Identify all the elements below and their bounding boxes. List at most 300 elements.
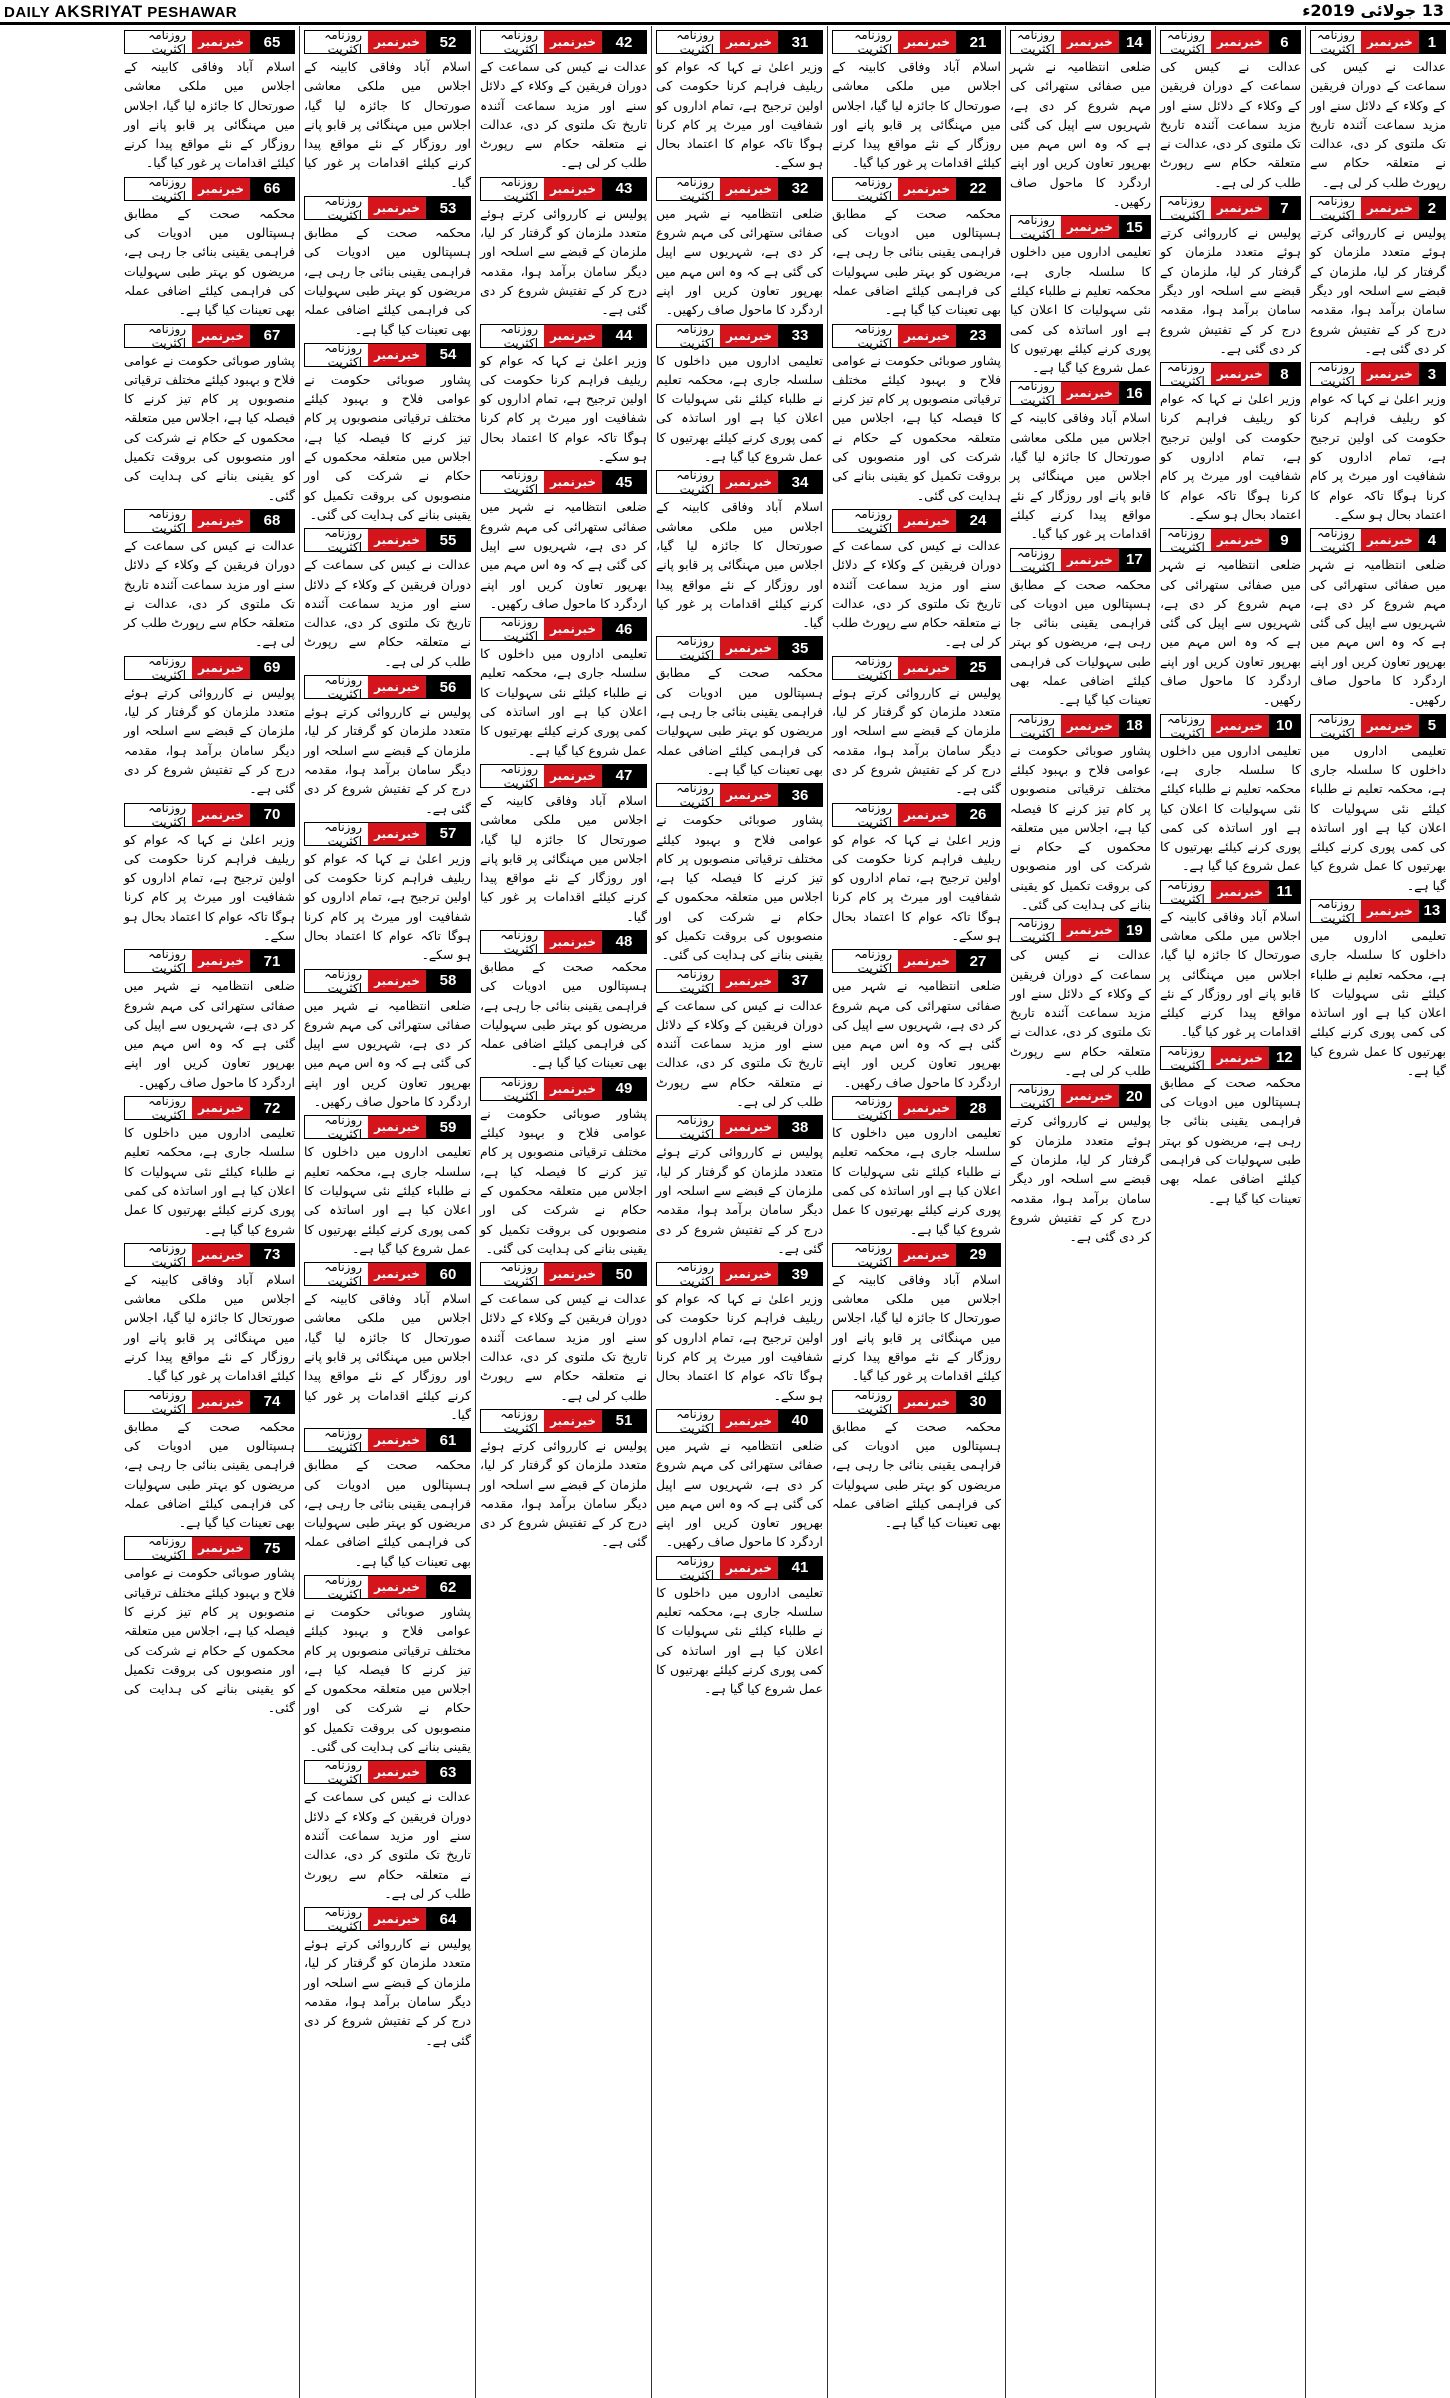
news-source-label: روزنامہ اکثریت — [1311, 900, 1361, 922]
news-number: 53 — [426, 197, 470, 219]
news-badge: خبرنمبر — [368, 823, 426, 845]
news-source-label: روزنامہ اکثریت — [1011, 919, 1061, 941]
news-source-label: روزنامہ اکثریت — [1011, 31, 1061, 53]
news-badge: خبرنمبر — [192, 1244, 250, 1266]
news-item — [1160, 528, 1301, 709]
news-item — [304, 196, 471, 339]
news-item — [480, 30, 647, 173]
news-body: پشاور صوبائی حکومت نے عوامی فلاح و بہبود کیلئے مختلف ترقیاتی منصوبوں پر کام تیز کرنے کا فیصلہ کیا ہے، اجلاس میں متعلقہ محکموں کے حکام نے شرکت کی اور منصوبوں کی بروقت تکمیل کو یقینی بنانے کی ہدایت کی گئی۔ — [304, 371, 471, 522]
news-item — [124, 506, 295, 652]
news-badge: خبرنمبر — [898, 804, 956, 826]
news-item — [1160, 362, 1301, 524]
news-number: 16 — [1119, 382, 1150, 404]
news-body: محکمہ صحت کے مطابق ہسپتالوں میں ادویات کی فراہمی یقینی بنائی جا رہی ہے، مریضوں کو بہتر طبی سہولیات کی فراہمی کیلئے اضافی عملہ بھی تعینات کیا گیا ہے۔ — [1010, 576, 1151, 708]
news-item-header — [480, 615, 647, 644]
news-item — [656, 1115, 823, 1258]
news-source-label: روزنامہ اکثریت — [657, 784, 720, 806]
news-item — [656, 1553, 823, 1699]
news-body: تعلیمی اداروں میں داخلوں کا سلسلہ جاری ہے، محکمہ تعلیم نے طلباء کیلئے نئی سہولیات کا اعلان کیا ہے اور اساتذہ کی کمی پوری کرنے کیلئے بھرتیوں کا عمل شروع کیا گیا ہے۔ — [656, 352, 823, 465]
news-number: 6 — [1269, 31, 1300, 53]
news-item — [1010, 711, 1151, 915]
news-item-header — [832, 174, 1001, 203]
news-badge: خبرنمبر — [368, 1761, 426, 1783]
news-number: 62 — [426, 1576, 470, 1598]
news-number: 69 — [250, 657, 294, 679]
news-number: 22 — [956, 178, 1000, 200]
news-body: عدالت نے کیس کی سماعت کے دوران فریقین کے وکلاء کے دلائل سنے اور مزید سماعت آئندہ تاریخ تک ملتوی کر دی، عدالت نے متعلقہ حکام سے رپورٹ طلب کر لی ہے۔ — [1010, 947, 1151, 1079]
news-badge: خبرنمبر — [544, 1410, 602, 1432]
news-item — [656, 636, 823, 779]
news-item — [480, 927, 647, 1073]
news-item — [832, 653, 1001, 799]
newspaper-name — [4, 2, 237, 22]
news-item-header — [832, 653, 1001, 682]
news-column — [475, 26, 651, 2398]
news-source-label: روزنامہ اکثریت — [1011, 1085, 1061, 1107]
news-source-label: روزنامہ اکثریت — [125, 804, 192, 826]
news-item — [656, 783, 823, 964]
news-source-label: روزنامہ اکثریت — [833, 804, 898, 826]
news-number: 73 — [250, 1244, 294, 1266]
news-badge: خبرنمبر — [368, 1576, 426, 1598]
news-number: 59 — [426, 1116, 470, 1138]
news-body: عدالت نے کیس کی سماعت کے دوران فریقین کے وکلاء کے دلائل سنے اور مزید سماعت آئندہ تاریخ تک ملتوی کر دی، عدالت نے متعلقہ حکام سے رپورٹ طلب کر لی ہے۔ — [656, 997, 823, 1110]
news-badge: خبرنمبر — [192, 804, 250, 826]
news-item — [124, 321, 295, 505]
news-number: 5 — [1419, 715, 1445, 737]
news-badge: خبرنمبر — [1361, 715, 1419, 737]
news-number: 41 — [778, 1557, 822, 1579]
news-item — [304, 1575, 471, 1756]
news-item-header — [656, 781, 823, 810]
news-badge: خبرنمبر — [720, 1263, 778, 1285]
news-item-header — [1010, 711, 1151, 740]
news-badge: خبرنمبر — [192, 1537, 250, 1559]
news-badge: خبرنمبر — [368, 31, 426, 53]
news-badge: خبرنمبر — [1061, 1085, 1119, 1107]
news-source-label: روزنامہ اکثریت — [481, 765, 544, 787]
news-source-label: روزنامہ اکثریت — [305, 529, 368, 551]
news-source-label: روزنامہ اکثریت — [1311, 363, 1361, 385]
news-source-label: روزنامہ اکثریت — [305, 344, 368, 366]
news-item — [656, 30, 823, 173]
news-badge: خبرنمبر — [368, 1263, 426, 1285]
news-number: 36 — [778, 784, 822, 806]
news-item — [656, 1262, 823, 1405]
news-number: 68 — [250, 510, 294, 532]
news-number: 51 — [602, 1410, 646, 1432]
news-number: 54 — [426, 344, 470, 366]
news-source-label: روزنامہ اکثریت — [657, 471, 720, 493]
news-item — [1010, 215, 1151, 377]
news-body: محکمہ صحت کے مطابق ہسپتالوں میں ادویات کی فراہمی یقینی بنائی جا رہی ہے، مریضوں کو بہتر طبی سہولیات کی فراہمی کیلئے اضافی عملہ بھی تعینات کیا گیا ہے۔ — [1160, 1074, 1301, 1206]
news-item — [480, 1406, 647, 1552]
news-item — [124, 1240, 295, 1386]
news-source-label: روزنامہ اکثریت — [833, 1391, 898, 1413]
news-body: عدالت نے کیس کی سماعت کے دوران فریقین کے وکلاء کے دلائل سنے اور مزید سماعت آئندہ تاریخ تک ملتوی کر دی، عدالت نے متعلقہ حکام سے رپورٹ طلب کر لی ہے۔ — [304, 1789, 471, 1901]
news-number: 18 — [1119, 715, 1150, 737]
news-body: تعلیمی اداروں میں داخلوں کا سلسلہ جاری ہے، محکمہ تعلیم نے طلباء کیلئے نئی سہولیات کا اعلان کیا ہے اور اساتذہ کی کمی پوری کرنے کیلئے بھرتیوں کا عمل شروع کیا گیا ہے۔ — [304, 1144, 471, 1256]
news-item-header — [124, 506, 295, 535]
news-source-label: روزنامہ اکثریت — [1161, 529, 1211, 551]
news-item — [304, 819, 471, 965]
news-item — [1310, 896, 1446, 1080]
news-badge: خبرنمبر — [1361, 900, 1419, 922]
news-body: پولیس نے کارروائی کرتے ہوئے متعدد ملزمان کو گرفتار کر لیا، ملزمان کے قبضے سے اسلحہ اور دیگر سامان برآمد ہوا، مقدمہ درج کر کے تفتیش شروع کر دی گئی ہے۔ — [1160, 225, 1301, 356]
news-item-header — [1010, 379, 1151, 408]
news-badge: خبرنمبر — [544, 31, 602, 53]
news-source-label: روزنامہ اکثریت — [1161, 197, 1211, 219]
news-body: وزیر اعلیٰ نے کہا کہ عوام کو ریلیف فراہم کرنا حکومت کی اولین ترجیح ہے، تمام اداروں کو شفافیت اور میرٹ پر کام کرنا ہوگا تاکہ عوام کا اعتماد بحال ہو سکے۔ — [1310, 391, 1446, 522]
news-source-label: روزنامہ اکثریت — [1011, 549, 1061, 571]
news-number: 72 — [250, 1097, 294, 1119]
news-body: وزیر اعلیٰ نے کہا کہ عوام کو ریلیف فراہم کرنا حکومت کی اولین ترجیح ہے، تمام اداروں کو شفافیت اور میرٹ پر کام کرنا ہوگا تاکہ عوام کا اعتماد بحال ہو سکے۔ — [1160, 391, 1301, 522]
news-badge: خبرنمبر — [898, 178, 956, 200]
news-item — [656, 1406, 823, 1552]
news-number: 3 — [1419, 363, 1445, 385]
news-item-header — [832, 1240, 1001, 1269]
news-badge: خبرنمبر — [720, 178, 778, 200]
news-item-header — [1160, 360, 1301, 389]
news-badge: خبرنمبر — [720, 31, 778, 53]
news-source-label: روزنامہ اکثریت — [125, 1244, 192, 1266]
news-item-header — [480, 761, 647, 790]
news-source-label: روزنامہ اکثریت — [833, 1097, 898, 1119]
news-body: تعلیمی اداروں میں داخلوں کا سلسلہ جاری ہے، محکمہ تعلیم نے طلباء کیلئے نئی سہولیات کا اعلان کیا ہے اور اساتذہ کی کمی پوری کرنے کیلئے بھرتیوں کا عمل شروع کیا گیا ہے۔ — [480, 646, 647, 758]
news-badge: خبرنمبر — [720, 325, 778, 347]
news-body: اسلام آباد وفاقی کابینہ کے اجلاس میں ملکی معاشی صورتحال کا جائزہ لیا گیا، اجلاس میں مہنگائی پر قابو پانے اور روزگار کے نئے مواقع پیدا کرنے کیلئے اقدامات پر غور کیا گیا۔ — [1010, 410, 1151, 542]
news-item — [1010, 381, 1151, 543]
news-number: 17 — [1119, 549, 1150, 571]
news-badge: خبرنمبر — [898, 657, 956, 679]
news-number: 44 — [602, 325, 646, 347]
news-body: ضلعی انتظامیہ نے شہر میں صفائی ستھرائی کی مہم شروع کر دی ہے، شہریوں سے اپیل کی گئی ہے کہ وہ اس مہم میں بھرپور تعاون کریں اور اپنے اردگرد کا ماحول صاف رکھیں۔ — [480, 499, 647, 611]
news-number: 10 — [1269, 715, 1300, 737]
news-badge: خبرنمبر — [192, 325, 250, 347]
news-item-header — [124, 1240, 295, 1269]
news-body: تعلیمی اداروں میں داخلوں کا سلسلہ جاری ہے، محکمہ تعلیم نے طلباء کیلئے نئی سہولیات کا اعلان کیا ہے اور اساتذہ کی کمی پوری کرنے کیلئے بھرتیوں کا عمل شروع کیا گیا ہے۔ — [1310, 742, 1446, 893]
news-item — [1310, 528, 1446, 709]
news-item-header — [124, 30, 295, 54]
news-badge: خبرنمبر — [368, 529, 426, 551]
news-item-header — [480, 1074, 647, 1103]
news-number: 40 — [778, 1410, 822, 1432]
news-item-header — [304, 1758, 471, 1787]
news-item — [304, 1262, 471, 1424]
news-badge: خبرنمبر — [192, 178, 250, 200]
news-number: 4 — [1419, 529, 1445, 551]
news-source-label: روزنامہ اکثریت — [833, 950, 898, 972]
news-source-label: روزنامہ اکثریت — [481, 931, 544, 953]
news-source-label: روزنامہ اکثریت — [657, 325, 720, 347]
news-item-header — [656, 321, 823, 350]
news-body: وزیر اعلیٰ نے کہا کہ عوام کو ریلیف فراہم کرنا حکومت کی اولین ترجیح ہے، تمام اداروں کو شفافیت اور میرٹ پر کام کرنا ہوگا تاکہ عوام کا اعتماد بحال ہو سکے۔ — [832, 831, 1001, 943]
news-item — [304, 966, 471, 1112]
news-item-header — [1310, 360, 1446, 389]
news-body: محکمہ صحت کے مطابق ہسپتالوں میں ادویات کی فراہمی یقینی بنائی جا رہی ہے، مریضوں کو بہتر طبی سہولیات کی فراہمی کیلئے اضافی عملہ بھی تعینات کیا گیا ہے۔ — [480, 958, 647, 1071]
news-source-label: روزنامہ اکثریت — [657, 637, 720, 659]
news-source-label: روزنامہ اکثریت — [305, 31, 368, 53]
news-source-label: روزنامہ اکثریت — [833, 657, 898, 679]
news-source-label: روزنامہ اکثریت — [481, 471, 544, 493]
news-source-label: روزنامہ اکثریت — [305, 1761, 368, 1783]
news-body: ضلعی انتظامیہ نے شہر میں صفائی ستھرائی کی مہم شروع کر دی ہے، شہریوں سے اپیل کی گئی ہے کہ وہ اس مہم میں بھرپور تعاون کریں اور اپنے اردگرد کا ماحول صاف رکھیں۔ — [656, 1437, 823, 1550]
news-item-header — [304, 194, 471, 223]
news-item — [480, 617, 647, 760]
news-badge: خبرنمبر — [720, 1410, 778, 1432]
news-item — [832, 506, 1001, 652]
news-badge: خبرنمبر — [1061, 31, 1119, 53]
news-number: 13 — [1419, 900, 1445, 922]
news-body: وزیر اعلیٰ نے کہا کہ عوام کو ریلیف فراہم کرنا حکومت کی اولین ترجیح ہے، تمام اداروں کو شفافیت اور میرٹ پر کام کرنا ہوگا تاکہ عوام کا اعتماد بحال ہو سکے۔ — [656, 59, 823, 171]
news-body: پولیس نے کارروائی کرتے ہوئے متعدد ملزمان کو گرفتار کر لیا، ملزمان کے قبضے سے اسلحہ اور دیگر سامان برآمد ہوا، مقدمہ درج کر کے تفتیش شروع کر دی گئی ہے۔ — [1310, 225, 1446, 356]
news-column — [827, 26, 1005, 2398]
news-item — [304, 340, 471, 524]
news-badge: خبرنمبر — [544, 765, 602, 787]
news-item-header — [124, 1387, 295, 1416]
news-body: عدالت نے کیس کی سماعت کے دوران فریقین کے وکلاء کے دلائل سنے اور مزید سماعت آئندہ تاریخ تک ملتوی کر دی، عدالت نے متعلقہ حکام سے رپورٹ طلب کر لی ہے۔ — [1310, 59, 1446, 190]
news-item-header — [1310, 896, 1446, 925]
news-body: عدالت نے کیس کی سماعت کے دوران فریقین کے وکلاء کے دلائل سنے اور مزید سماعت آئندہ تاریخ تک ملتوی کر دی، عدالت نے متعلقہ حکام سے رپورٹ طلب کر لی ہے۔ — [480, 59, 647, 171]
news-badge: خبرنمبر — [720, 970, 778, 992]
news-badge: خبرنمبر — [720, 784, 778, 806]
news-badge: خبرنمبر — [1061, 919, 1119, 941]
news-body: ضلعی انتظامیہ نے شہر میں صفائی ستھرائی کی مہم شروع کر دی ہے، شہریوں سے اپیل کی گئی ہے کہ وہ اس مہم میں بھرپور تعاون کریں اور اپنے اردگرد کا ماحول صاف رکھیں۔ — [1310, 557, 1446, 708]
news-number: 64 — [426, 1908, 470, 1930]
news-item-header — [304, 1113, 471, 1142]
news-number: 11 — [1269, 881, 1300, 903]
news-item-header — [1010, 30, 1151, 54]
news-source-label: روزنامہ اکثریت — [1311, 31, 1361, 53]
news-number: 71 — [250, 950, 294, 972]
news-number: 29 — [956, 1244, 1000, 1266]
news-column — [299, 26, 475, 2398]
news-source-label: روزنامہ اکثریت — [657, 1557, 720, 1579]
news-source-label: روزنامہ اکثریت — [125, 510, 192, 532]
news-item — [656, 321, 823, 467]
news-number: 26 — [956, 804, 1000, 826]
news-item-header — [1310, 526, 1446, 555]
news-source-label: روزنامہ اکثریت — [305, 1429, 368, 1451]
news-item — [832, 800, 1001, 946]
news-source-label: روزنامہ اکثریت — [481, 1078, 544, 1100]
news-number: 34 — [778, 471, 822, 493]
news-number: 24 — [956, 510, 1000, 532]
news-number: 65 — [250, 31, 294, 53]
news-source-label: روزنامہ اکثریت — [657, 178, 720, 200]
news-item-header — [1160, 877, 1301, 906]
news-source-label: روزنامہ اکثریت — [833, 1244, 898, 1266]
news-badge: خبرنمبر — [898, 325, 956, 347]
news-number: 25 — [956, 657, 1000, 679]
news-body: پشاور صوبائی حکومت نے عوامی فلاح و بہبود کیلئے مختلف ترقیاتی منصوبوں پر کام تیز کرنے کا فیصلہ کیا ہے، اجلاس میں متعلقہ محکموں کے حکام نے شرکت کی اور منصوبوں کی بروقت تکمیل کو یقینی بنانے کی ہدایت کی گئی۔ — [480, 1105, 647, 1256]
news-body: پولیس نے کارروائی کرتے ہوئے متعدد ملزمان کو گرفتار کر لیا، ملزمان کے قبضے سے اسلحہ اور دیگر سامان برآمد ہوا، مقدمہ درج کر کے تفتیش شروع کر دی گئی ہے۔ — [1010, 1113, 1151, 1245]
news-body: تعلیمی اداروں میں داخلوں کا سلسلہ جاری ہے، محکمہ تعلیم نے طلباء کیلئے نئی سہولیات کا اعلان کیا ہے اور اساتذہ کی کمی پوری کرنے کیلئے بھرتیوں کا عمل شروع کیا گیا ہے۔ — [1310, 927, 1446, 1079]
news-source-label: روزنامہ اکثریت — [657, 1263, 720, 1285]
news-item-header — [832, 30, 1001, 54]
news-badge: خبرنمبر — [192, 31, 250, 53]
news-source-label: روزنامہ اکثریت — [125, 325, 192, 347]
news-column — [120, 26, 299, 2398]
news-source-label: روزنامہ اکثریت — [1011, 382, 1061, 404]
news-number: 1 — [1419, 31, 1445, 53]
news-body: اسلام آباد وفاقی کابینہ کے اجلاس میں ملکی معاشی صورتحال کا جائزہ لیا گیا، اجلاس میں مہنگائی پر قابو پانے اور روزگار کے نئے مواقع پیدا کرنے کیلئے اقدامات پر غور کیا گیا۔ — [832, 59, 1001, 171]
news-item — [1310, 196, 1446, 358]
news-source-label: روزنامہ اکثریت — [481, 325, 544, 347]
news-item-header — [656, 174, 823, 203]
news-item — [304, 528, 471, 671]
news-number: 46 — [602, 618, 646, 640]
news-body: محکمہ صحت کے مطابق ہسپتالوں میں ادویات کی فراہمی یقینی بنائی جا رہی ہے، مریضوں کو بہتر طبی سہولیات کی فراہمی کیلئے اضافی عملہ بھی تعینات کیا گیا ہے۔ — [832, 1418, 1001, 1531]
news-item-header — [832, 1387, 1001, 1416]
news-badge: خبرنمبر — [898, 1391, 956, 1413]
news-body: محکمہ صحت کے مطابق ہسپتالوں میں ادویات کی فراہمی یقینی بنائی جا رہی ہے، مریضوں کو بہتر طبی سہولیات کی فراہمی کیلئے اضافی عملہ بھی تعینات کیا گیا ہے۔ — [304, 225, 471, 337]
news-item — [832, 949, 1001, 1092]
news-item — [480, 761, 647, 926]
news-item — [1010, 30, 1151, 211]
news-item-header — [832, 800, 1001, 829]
news-number: 30 — [956, 1391, 1000, 1413]
news-item-header — [480, 927, 647, 956]
news-badge: خبرنمبر — [1211, 715, 1269, 737]
news-body: اسلام آباد وفاقی کابینہ کے اجلاس میں ملکی معاشی صورتحال کا جائزہ لیا گیا، اجلاس میں مہنگائی پر قابو پانے اور روزگار کے نئے مواقع پیدا کرنے کیلئے اقدامات پر غور کیا گیا۔ — [480, 792, 647, 924]
news-body: پولیس نے کارروائی کرتے ہوئے متعدد ملزمان کو گرفتار کر لیا، ملزمان کے قبضے سے اسلحہ اور دیگر سامان برآمد ہوا، مقدمہ درج کر کے تفتیش شروع کر دی گئی ہے۔ — [304, 1936, 471, 2048]
news-item-header — [1010, 1082, 1151, 1111]
news-item — [832, 30, 1001, 173]
news-badge: خبرنمبر — [192, 1097, 250, 1119]
news-badge: خبرنمبر — [544, 178, 602, 200]
news-body: تعلیمی اداروں میں داخلوں کا سلسلہ جاری ہے، محکمہ تعلیم نے طلباء کیلئے نئی سہولیات کا اعلان کیا ہے اور اساتذہ کی کمی پوری کرنے کیلئے بھرتیوں کا عمل شروع کیا گیا ہے۔ — [656, 1584, 823, 1697]
news-item — [1160, 196, 1301, 358]
news-body: وزیر اعلیٰ نے کہا کہ عوام کو ریلیف فراہم کرنا حکومت کی اولین ترجیح ہے، تمام اداروں کو شفافیت اور میرٹ پر کام کرنا ہوگا تاکہ عوام کا اعتماد بحال ہو سکے۔ — [656, 1291, 823, 1403]
news-item — [832, 321, 1001, 505]
news-source-label: روزنامہ اکثریت — [1011, 715, 1061, 737]
news-body: اسلام آباد وفاقی کابینہ کے اجلاس میں ملکی معاشی صورتحال کا جائزہ لیا گیا، اجلاس میں مہنگائی پر قابو پانے اور روزگار کے نئے مواقع پیدا کرنے کیلئے اقدامات پر غور کیا گیا۔ — [124, 59, 295, 171]
news-item-header — [304, 1426, 471, 1455]
news-column — [651, 26, 827, 2398]
news-number: 27 — [956, 950, 1000, 972]
news-item-header — [656, 1113, 823, 1142]
news-number: 60 — [426, 1263, 470, 1285]
news-badge: خبرنمبر — [1061, 715, 1119, 737]
news-badge: خبرنمبر — [1061, 382, 1119, 404]
news-item — [124, 653, 295, 799]
news-source-label: روزنامہ اکثریت — [305, 970, 368, 992]
news-body: ضلعی انتظامیہ نے شہر میں صفائی ستھرائی کی مہم شروع کر دی ہے، شہریوں سے اپیل کی گئی ہے کہ وہ اس مہم میں بھرپور تعاون کریں اور اپنے اردگرد کا ماحول صاف رکھیں۔ — [832, 978, 1001, 1090]
news-body: پشاور صوبائی حکومت نے عوامی فلاح و بہبود کیلئے مختلف ترقیاتی منصوبوں پر کام تیز کرنے کا فیصلہ کیا ہے، اجلاس میں متعلقہ محکموں کے حکام نے شرکت کی اور منصوبوں کی بروقت تکمیل کو یقینی بنانے کی ہدایت کی گئی۔ — [124, 1565, 295, 1716]
masthead-city: PESHAWAR — [147, 4, 238, 21]
news-body: اسلام آباد وفاقی کابینہ کے اجلاس میں ملکی معاشی صورتحال کا جائزہ لیا گیا، اجلاس میں مہنگائی پر قابو پانے اور روزگار کے نئے مواقع پیدا کرنے کیلئے اقدامات پر غور کیا گیا۔ — [656, 499, 823, 631]
news-number: 58 — [426, 970, 470, 992]
news-number: 37 — [778, 970, 822, 992]
news-number: 21 — [956, 31, 1000, 53]
news-badge: خبرنمبر — [1061, 216, 1119, 238]
news-item — [656, 174, 823, 320]
news-body: تعلیمی اداروں میں داخلوں کا سلسلہ جاری ہے، محکمہ تعلیم نے طلباء کیلئے نئی سہولیات کا اعلان کیا ہے اور اساتذہ کی کمی پوری کرنے کیلئے بھرتیوں کا عمل شروع کیا گیا ہے۔ — [124, 1125, 295, 1237]
news-item — [832, 1387, 1001, 1533]
news-number: 20 — [1119, 1085, 1150, 1107]
news-badge: خبرنمبر — [368, 676, 426, 698]
news-body: پولیس نے کارروائی کرتے ہوئے متعدد ملزمان کو گرفتار کر لیا، ملزمان کے قبضے سے اسلحہ اور دیگر سامان برآمد ہوا، مقدمہ درج کر کے تفتیش شروع کر دی گئی ہے۔ — [124, 684, 295, 797]
news-badge: خبرنمبر — [898, 31, 956, 53]
news-badge: خبرنمبر — [1211, 197, 1269, 219]
news-source-label: روزنامہ اکثریت — [833, 510, 898, 532]
news-body: ضلعی انتظامیہ نے شہر میں صفائی ستھرائی کی مہم شروع کر دی ہے، شہریوں سے اپیل کی گئی ہے کہ وہ اس مہم میں بھرپور تعاون کریں اور اپنے اردگرد کا ماحول صاف رکھیں۔ — [656, 205, 823, 318]
news-body: تعلیمی اداروں میں داخلوں کا سلسلہ جاری ہے، محکمہ تعلیم نے طلباء کیلئے نئی سہولیات کا اعلان کیا ہے اور اساتذہ کی کمی پوری کرنے کیلئے بھرتیوں کا عمل شروع کیا گیا ہے۔ — [832, 1125, 1001, 1237]
news-number: 66 — [250, 178, 294, 200]
news-item-header — [656, 966, 823, 995]
news-badge: خبرنمبر — [192, 657, 250, 679]
news-number: 57 — [426, 823, 470, 845]
news-item-header — [304, 526, 471, 555]
news-number: 12 — [1269, 1047, 1300, 1069]
news-number: 52 — [426, 31, 470, 53]
news-item — [124, 800, 295, 946]
news-column — [1005, 26, 1155, 2398]
news-source-label: روزنامہ اکثریت — [833, 325, 898, 347]
news-source-label: روزنامہ اکثریت — [305, 1576, 368, 1598]
news-number: 9 — [1269, 529, 1300, 551]
news-source-label: روزنامہ اکثریت — [305, 197, 368, 219]
news-item-header — [480, 174, 647, 203]
news-body: ضلعی انتظامیہ نے شہر میں صفائی ستھرائی کی مہم شروع کر دی ہے، شہریوں سے اپیل کی گئی ہے کہ وہ اس مہم میں بھرپور تعاون کریں اور اپنے اردگرد کا ماحول صاف رکھیں۔ — [304, 997, 471, 1110]
news-body: اسلام آباد وفاقی کابینہ کے اجلاس میں ملکی معاشی صورتحال کا جائزہ لیا گیا، اجلاس میں مہنگائی پر قابو پانے اور روزگار کے نئے مواقع پیدا کرنے کیلئے اقدامات پر غور کیا گیا۔ — [124, 1271, 295, 1384]
news-source-label: روزنامہ اکثریت — [1161, 1047, 1211, 1069]
news-item — [1310, 711, 1446, 895]
news-item-header — [1010, 213, 1151, 242]
news-source-label: روزنامہ اکثریت — [125, 31, 192, 53]
news-item-header — [1160, 30, 1301, 54]
news-badge: خبرنمبر — [1061, 549, 1119, 571]
news-badge: خبرنمبر — [544, 471, 602, 493]
news-badge: خبرنمبر — [898, 950, 956, 972]
news-number: 7 — [1269, 197, 1300, 219]
news-number: 19 — [1119, 919, 1150, 941]
news-body: وزیر اعلیٰ نے کہا کہ عوام کو ریلیف فراہم کرنا حکومت کی اولین ترجیح ہے، تمام اداروں کو شفافیت اور میرٹ پر کام کرنا ہوگا تاکہ عوام کا اعتماد بحال ہو سکے۔ — [480, 352, 647, 465]
news-item — [1310, 30, 1446, 192]
news-item — [1010, 918, 1151, 1080]
news-body: پشاور صوبائی حکومت نے عوامی فلاح و بہبود کیلئے مختلف ترقیاتی منصوبوں پر کام تیز کرنے کا فیصلہ کیا ہے، اجلاس میں متعلقہ محکموں کے حکام نے شرکت کی اور منصوبوں کی بروقت تکمیل کو یقینی بنانے کی ہدایت کی گئی۔ — [1010, 742, 1151, 912]
news-item — [1310, 362, 1446, 524]
news-badge: خبرنمبر — [544, 325, 602, 347]
news-badge: خبرنمبر — [192, 1391, 250, 1413]
news-source-label: روزنامہ اکثریت — [125, 178, 192, 200]
news-source-label: روزنامہ اکثریت — [657, 31, 720, 53]
news-number: 47 — [602, 765, 646, 787]
news-source-label: روزنامہ اکثریت — [1311, 197, 1361, 219]
news-item-header — [304, 819, 471, 848]
news-body: پشاور صوبائی حکومت نے عوامی فلاح و بہبود کیلئے مختلف ترقیاتی منصوبوں پر کام تیز کرنے کا فیصلہ کیا ہے، اجلاس میں متعلقہ محکموں کے حکام نے شرکت کی اور منصوبوں کی بروقت تکمیل کو یقینی بنانے کی ہدایت کی گئی۔ — [304, 1604, 471, 1755]
news-body: اسلام آباد وفاقی کابینہ کے اجلاس میں ملکی معاشی صورتحال کا جائزہ لیا گیا، اجلاس میں مہنگائی پر قابو پانے اور روزگار کے نئے مواقع پیدا کرنے کیلئے اقدامات پر غور کیا گیا۔ — [832, 1271, 1001, 1384]
news-item-header — [124, 1534, 295, 1563]
news-source-label: روزنامہ اکثریت — [125, 1391, 192, 1413]
news-item-header — [304, 673, 471, 702]
news-item-header — [832, 321, 1001, 350]
news-source-label: روزنامہ اکثریت — [481, 178, 544, 200]
news-body: تعلیمی اداروں میں داخلوں کا سلسلہ جاری ہے، محکمہ تعلیم نے طلباء کیلئے نئی سہولیات کا اعلان کیا ہے اور اساتذہ کی کمی پوری کرنے کیلئے بھرتیوں کا عمل شروع کیا گیا ہے۔ — [1160, 742, 1301, 874]
news-item-header — [304, 1575, 471, 1599]
news-source-label: روزنامہ اکثریت — [125, 657, 192, 679]
news-item-header — [480, 321, 647, 350]
news-badge: خبرنمبر — [898, 1097, 956, 1119]
news-badge: خبرنمبر — [1211, 881, 1269, 903]
news-number: 35 — [778, 637, 822, 659]
news-number: 14 — [1119, 31, 1150, 53]
news-badge: خبرنمبر — [368, 1116, 426, 1138]
news-number: 2 — [1419, 197, 1445, 219]
news-source-label: روزنامہ اکثریت — [481, 618, 544, 640]
news-item-header — [480, 1260, 647, 1289]
